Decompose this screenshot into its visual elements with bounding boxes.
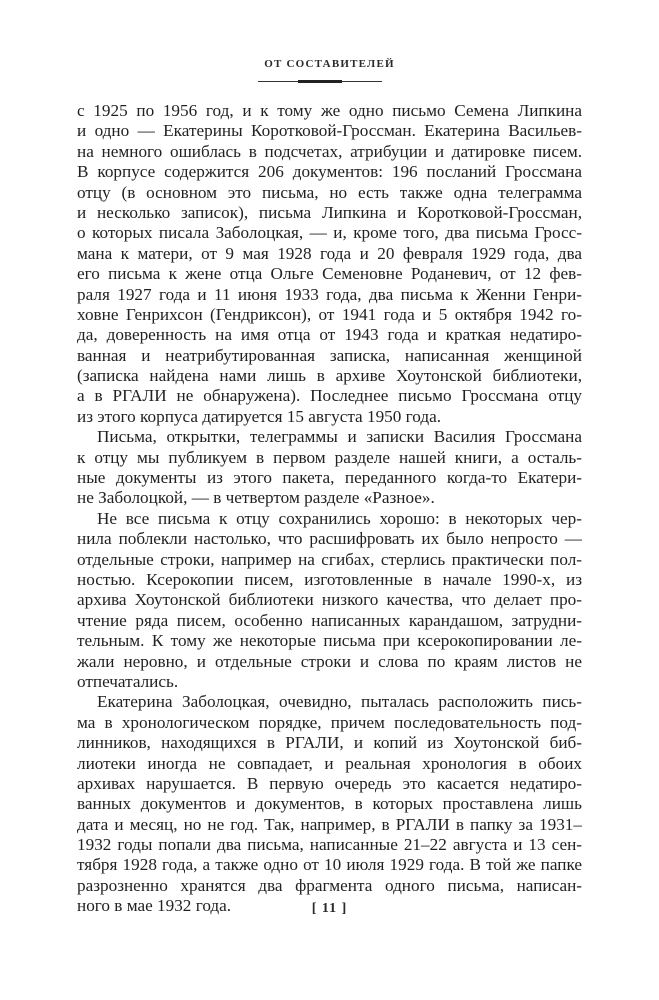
text-line: ховне Генрихсон (Гендриксон), от 1941 года и 5 октября 1942 го- xyxy=(77,304,582,324)
text-line: ностью. Ксерокопии писем, изготовленные в начале 1990-х, из xyxy=(77,569,582,589)
header-rule-ornament xyxy=(298,80,342,83)
text-line: ного в мае 1932 года. xyxy=(77,896,232,916)
text-line: к отцу мы публикуем в первом разделе нашей книги, а осталь- xyxy=(77,447,582,467)
text-line: и одно — Екатерины Коротковой-Гроссман. Екатерина Васильев- xyxy=(77,121,582,141)
text-line: мана к матери, от 9 мая 1928 года и 20 февраля 1929 года, два xyxy=(77,243,582,263)
text-line: и несколько записок), письма Липкина и Коротковой-Гроссман, xyxy=(77,202,582,222)
page-number: [ 11 ] xyxy=(311,901,348,916)
paragraph xyxy=(77,101,582,427)
text-line: на немного ошиблась в подсчетах, атрибуции и датировке писем. xyxy=(77,141,582,161)
text-line: архива Хоутонской библиотеки низкого качества, что делает про- xyxy=(77,590,582,610)
text-line: ванных документов и документов, в которых проставлена лишь xyxy=(77,794,582,814)
text-line: лиотеки иногда не совпадает, и реальная хронология в обоих xyxy=(77,753,582,773)
text-line: линников, находящихся в РГАЛИ, и копий из Хоутонской биб- xyxy=(77,733,582,753)
text-line: ма в хронологическом порядке, причем последовательность под- xyxy=(77,712,582,732)
text-line: (записка найдена нами лишь в архиве Хоутонской библиотеки, xyxy=(77,366,582,386)
text-line: о которых писала Заболоцкая, — и, кроме того, два письма Гросс- xyxy=(77,223,582,243)
text-line: жали неровно, и отдельные строки и слова по краям листов не xyxy=(77,651,582,671)
text-line: с 1925 по 1956 год, и к тому же одно письмо Семена Липкина xyxy=(77,101,582,120)
text-line: 1932 годы попали два письма, написанные 21–22 августа и 13 сен- xyxy=(77,835,582,855)
body-text xyxy=(77,101,582,917)
text-line: В корпусе содержится 206 документов: 196 посланий Гроссмана xyxy=(77,162,582,182)
text-line: Письма, открытки, телеграммы и записки Василия Гроссмана xyxy=(97,427,582,447)
text-line: его письма к жене отца Ольге Семеновне Роданевич, от 12 фев- xyxy=(77,264,582,284)
text-line: разрозненно хранятся два фрагмента одного письма, написан- xyxy=(77,875,582,895)
text-line: ные документы из этого пакета, переданного когда-то Екатери- xyxy=(77,468,582,488)
text-line: дата и месяц, но не год. Так, например, в РГАЛИ в папку за 1931– xyxy=(77,814,582,834)
text-line: отдельные строки, например на сгибах, стерлись практически пол- xyxy=(77,549,582,569)
text-line: раля 1927 года и 11 июня 1933 года, два письма к Женни Генри- xyxy=(77,284,582,304)
text-line: да, доверенность на имя отца от 1943 года и краткая недатиро- xyxy=(77,325,582,345)
text-line: тельным. К тому же некоторые письма при ксерокопировании ле- xyxy=(77,631,582,651)
paragraph xyxy=(77,692,582,916)
text-line: чтение ряда писем, особенно написанных карандашом, затрудни- xyxy=(77,610,582,630)
text-line: нила поблекли настолько, что расшифровать их было непросто — xyxy=(77,529,582,549)
paragraph xyxy=(77,509,582,693)
text-line: отпечатались. xyxy=(77,671,179,691)
paragraph xyxy=(77,427,582,509)
text-line: архивах нарушается. В первую очередь это касается недатиро- xyxy=(77,773,582,793)
text-line: Не все письма к отцу сохранились хорошо: в некоторых чер- xyxy=(97,508,582,528)
text-line: не Заболоцкой, — в четвертом разделе «Разное». xyxy=(77,488,435,508)
text-line: а в РГАЛИ не обнаружена). Последнее письмо Гроссмана отцу xyxy=(77,386,582,406)
text-line: тября 1928 года, а также одно от 10 июля 1929 года. В той же папке xyxy=(77,855,582,875)
text-line: отцу (в основном это письма, но есть также одна телеграмма xyxy=(77,182,582,202)
text-line: Екатерина Заболоцкая, очевидно, пыталась расположить пись- xyxy=(97,692,582,712)
text-line: из этого корпуса датируется 15 августа 1950 года. xyxy=(77,406,442,426)
text-line: ванная и неатрибутированная записка, написанная женщиной xyxy=(77,345,582,365)
running-head-title: ОТ СОСТАВИТЕЛЕЙ xyxy=(264,58,395,70)
